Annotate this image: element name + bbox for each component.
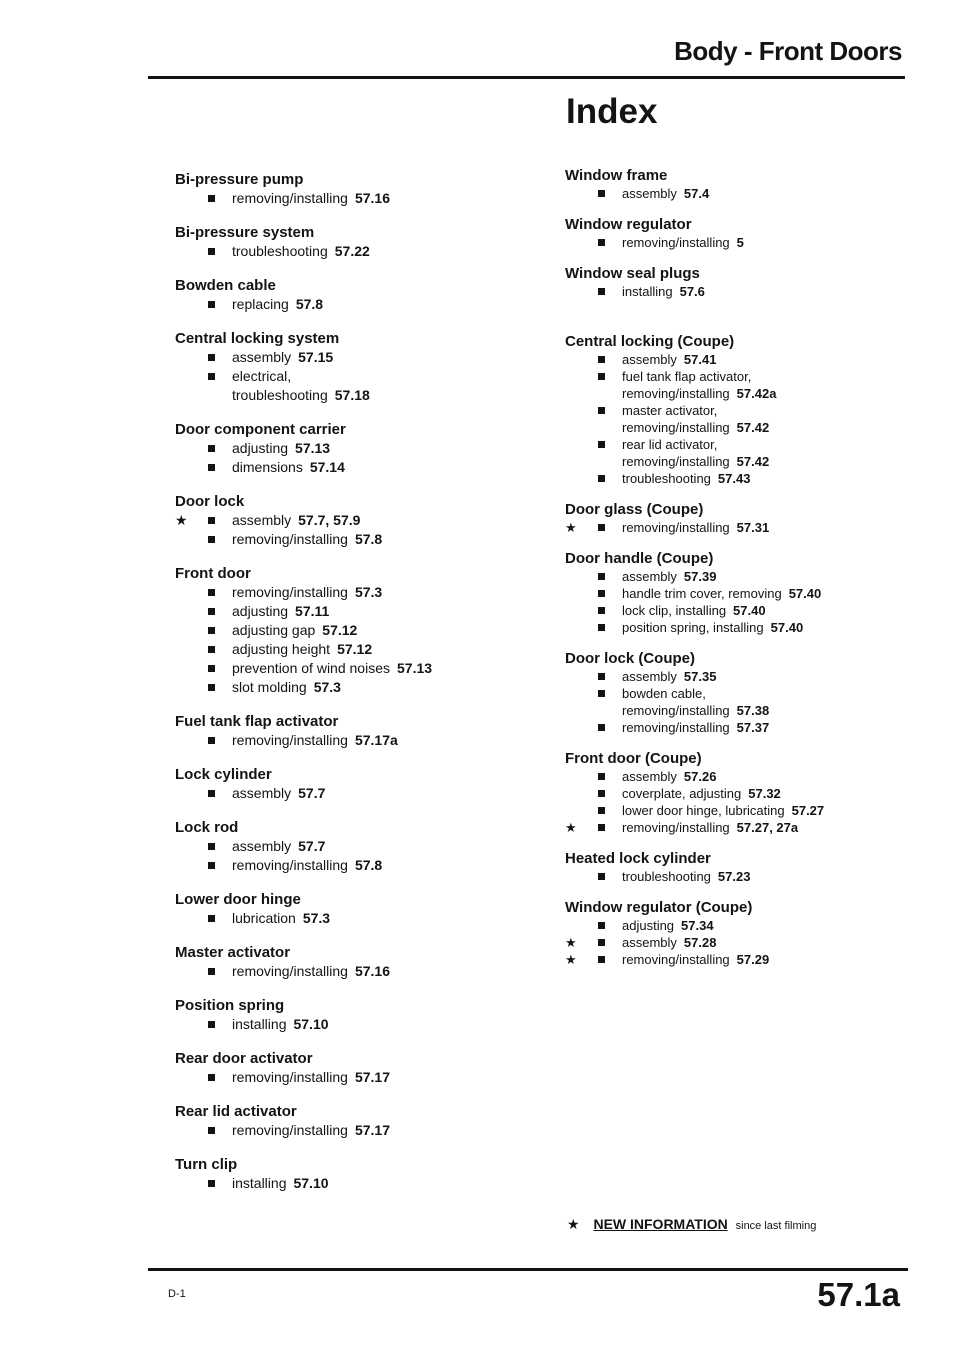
- bullet-icon: [208, 517, 215, 524]
- index-subentry: [175, 348, 535, 367]
- bullet-icon: [598, 922, 605, 929]
- page-reference: 57.8: [354, 857, 383, 873]
- page-reference: 57.28: [683, 935, 717, 950]
- index-subentry: [175, 1015, 535, 1034]
- page-reference: 57.7, 57.9: [298, 512, 361, 528]
- index-subentry: [175, 1068, 535, 1087]
- page-reference: 57.10: [293, 1016, 329, 1032]
- page-reference: 57.41: [683, 352, 717, 367]
- subentry-text: assembly: [622, 186, 677, 201]
- page-reference: 57.43: [717, 471, 751, 486]
- index-entry-title: Turn clip: [175, 1156, 238, 1173]
- bullet-icon: [208, 464, 215, 471]
- page-reference: 57.7: [298, 785, 326, 801]
- index-entry-title: Door handle (Coupe): [565, 550, 714, 567]
- page-reference: 57.23: [717, 869, 751, 884]
- bullet-icon: [598, 607, 605, 614]
- index-entry-title: Rear lid activator: [175, 1103, 297, 1120]
- index-entry-title: Lock rod: [175, 819, 239, 836]
- page-reference: 57.16: [354, 963, 390, 979]
- index-entry: [175, 818, 535, 875]
- index-subentry: [565, 351, 905, 368]
- index-subentry: [175, 458, 535, 477]
- index-entry: [175, 329, 535, 405]
- legend-new-information: NEW INFORMATION: [593, 1216, 728, 1232]
- subentry-text: electrical, troubleshooting: [232, 368, 328, 403]
- index-subentry: [565, 185, 905, 202]
- subentry-text: removing/installing: [232, 531, 348, 547]
- index-entry: [175, 765, 535, 803]
- page-reference: 57.39: [683, 569, 717, 584]
- page-reference: 57.11: [295, 603, 330, 619]
- index-subentry: [565, 436, 905, 470]
- index-entry-title: Window frame: [565, 167, 668, 184]
- page-reference: 57.3: [313, 679, 341, 695]
- subentry-text: removing/installing: [232, 1122, 348, 1138]
- page-reference: 57.4: [683, 186, 710, 201]
- new-info-star-icon: ★: [567, 1216, 580, 1232]
- subentry-text: adjusting gap: [232, 622, 316, 638]
- page-reference: 57.12: [322, 622, 358, 638]
- index-entry-title: Window seal plugs: [565, 265, 700, 282]
- index-subentry: [175, 659, 535, 678]
- index-subentry: [175, 367, 535, 405]
- legend-since-last-filming: since last filming: [735, 1220, 817, 1232]
- index-subentry: [175, 1121, 535, 1140]
- index-subentry: [175, 1174, 535, 1193]
- bullet-icon: [208, 1127, 215, 1134]
- bullet-icon: [208, 1180, 215, 1187]
- index-subentry: [565, 951, 905, 968]
- index-entry: [565, 500, 905, 536]
- index-entry-title: Bowden cable: [175, 277, 276, 294]
- subentry-text: fuel tank flap activator, removing/installing: [622, 369, 752, 401]
- subentry-text: troubleshooting: [622, 869, 711, 884]
- index-subentry: [565, 719, 905, 736]
- bullet-icon: [208, 862, 215, 869]
- index-subentry: [565, 819, 905, 836]
- page-reference: 57.32: [748, 786, 781, 801]
- subentry-text: adjusting height: [232, 641, 331, 657]
- index-subentry: [565, 585, 905, 602]
- bullet-icon: [208, 684, 215, 691]
- page-reference: 57.8: [295, 296, 324, 312]
- index-entry: [175, 1155, 535, 1193]
- index-entry-title: Front door (Coupe): [565, 750, 702, 767]
- page-reference: 57.42: [736, 420, 770, 435]
- index-subentry: [175, 678, 535, 697]
- index-entry: [175, 223, 535, 261]
- index-subentry: [175, 731, 535, 750]
- page-reference: 57.15: [298, 349, 334, 365]
- index-entry: [175, 564, 535, 697]
- bullet-icon: [208, 646, 215, 653]
- subentry-text: removing/installing: [232, 1069, 348, 1085]
- subentry-text: slot molding: [232, 679, 307, 695]
- index-subentry: [175, 511, 535, 530]
- index-entry: [175, 276, 535, 314]
- subentry-text: coverplate, adjusting: [622, 786, 742, 801]
- index-subentry: [565, 802, 905, 819]
- subentry-text: removing/installing: [622, 952, 730, 967]
- subentry-text: installing: [622, 284, 673, 299]
- index-subentry: [565, 934, 905, 951]
- subentry-text: lower door hinge, lubricating: [622, 803, 785, 818]
- index-entry-title: Window regulator (Coupe): [565, 899, 753, 916]
- index-subentry: [175, 602, 535, 621]
- subentry-text: assembly: [232, 512, 292, 528]
- page-reference: 57.13: [295, 440, 331, 456]
- bullet-icon: [598, 356, 605, 363]
- bullet-icon: [208, 790, 215, 797]
- subentry-text: removing/installing: [232, 857, 348, 873]
- index-entry: [565, 749, 905, 836]
- page-reference: 57.7: [298, 838, 326, 854]
- index-entry: [175, 1102, 535, 1140]
- index-subentry: [565, 368, 905, 402]
- bullet-icon: [208, 1074, 215, 1081]
- bullet-icon: [208, 608, 215, 615]
- bullet-icon: [208, 915, 215, 922]
- index-subentry: [175, 909, 535, 928]
- page-number: 57.1a: [817, 1276, 900, 1313]
- index-subentry: [565, 868, 905, 885]
- bullet-icon: [598, 790, 605, 797]
- bullet-icon: [598, 724, 605, 731]
- index-entry-title: Position spring: [175, 997, 285, 1014]
- bullet-icon: [208, 968, 215, 975]
- bullet-icon: [598, 475, 605, 482]
- bullet-icon: [598, 524, 605, 531]
- subentry-text: assembly: [622, 352, 677, 367]
- page-reference: 57.10: [293, 1175, 329, 1191]
- page-reference: 57.22: [334, 243, 370, 259]
- index-subentry: [175, 242, 535, 261]
- subentry-text: assembly: [232, 785, 292, 801]
- bullet-icon: [208, 1021, 215, 1028]
- subentry-text: troubleshooting: [622, 471, 711, 486]
- index-entry: [565, 166, 905, 202]
- subentry-text: assembly: [622, 935, 677, 950]
- index-entry-title: Door component carrier: [175, 421, 346, 438]
- page-reference: 57.38: [736, 703, 770, 718]
- bullet-icon: [598, 773, 605, 780]
- footer-code: D-1: [168, 1288, 186, 1300]
- index-entry-title: Rear door activator: [175, 1050, 313, 1067]
- subentry-text: rear lid activator, removing/installing: [622, 437, 730, 469]
- index-subentry: [565, 685, 905, 719]
- subentry-text: removing/installing: [622, 520, 730, 535]
- index-subentry: [175, 439, 535, 458]
- bullet-icon: [208, 445, 215, 452]
- index-subentry: [175, 837, 535, 856]
- index-subentry: [565, 668, 905, 685]
- bullet-icon: [208, 589, 215, 596]
- index-entry-title: Front door: [175, 565, 251, 582]
- index-entry: [175, 890, 535, 928]
- star-icon: ★: [565, 820, 577, 835]
- index-subentry: [565, 568, 905, 585]
- star-icon: ★: [565, 952, 577, 967]
- subentry-text: troubleshooting: [232, 243, 328, 259]
- page-reference: 57.3: [302, 910, 331, 926]
- bullet-icon: [598, 807, 605, 814]
- index-entry: [175, 420, 535, 477]
- index-entry-title: Bi-pressure pump: [175, 171, 304, 188]
- page-reference: 57.26: [683, 769, 717, 784]
- bullet-icon: [208, 248, 215, 255]
- index-subentry: [175, 640, 535, 659]
- bullet-icon: [598, 824, 605, 831]
- index-subentry: [565, 602, 905, 619]
- bullet-icon: [598, 573, 605, 580]
- subentry-text: adjusting: [622, 918, 675, 933]
- index-entry: [175, 943, 535, 981]
- index-entry: [565, 849, 905, 885]
- page-reference: 57.17: [354, 1069, 390, 1085]
- bullet-icon: [598, 873, 605, 880]
- subentry-text: removing/installing: [622, 720, 730, 735]
- index-entry: [175, 1049, 535, 1087]
- bottom-rule: [148, 1268, 908, 1271]
- index-entry: [565, 264, 905, 300]
- subentry-text: removing/installing: [622, 235, 730, 250]
- subentry-text: bowden cable, removing/installing: [622, 686, 730, 718]
- subentry-text: handle trim cover, removing: [622, 586, 782, 601]
- page-reference: 57.29: [736, 952, 770, 967]
- index-entry-title: Lock cylinder: [175, 766, 272, 783]
- bullet-icon: [208, 195, 215, 202]
- subentry-text: master activator, removing/installing: [622, 403, 730, 435]
- subentry-text: removing/installing: [622, 820, 730, 835]
- subentry-text: replacing: [232, 296, 289, 312]
- index-entry-title: Lower door hinge: [175, 891, 301, 908]
- index-entry-title: Central locking system: [175, 330, 340, 347]
- subentry-text: assembly: [232, 349, 292, 365]
- page-reference: 57.37: [736, 720, 770, 735]
- index-entry-title: Door lock (Coupe): [565, 650, 695, 667]
- page-reference: 57.17: [354, 1122, 390, 1138]
- bullet-icon: [598, 190, 605, 197]
- index-subentry: [565, 917, 905, 934]
- page-reference: 57.18: [334, 387, 370, 403]
- subentry-text: installing: [232, 1175, 287, 1191]
- bullet-icon: [598, 956, 605, 963]
- index-subentry: [565, 785, 905, 802]
- page-reference: 57.6: [679, 284, 705, 299]
- index-subentry: [175, 189, 535, 208]
- index-subentry: [175, 784, 535, 803]
- bullet-icon: [598, 373, 605, 380]
- subentry-text: assembly: [232, 838, 292, 854]
- page-reference: 57.40: [733, 603, 766, 618]
- index-subentry: [565, 768, 905, 785]
- page-reference: 57.31: [736, 520, 770, 535]
- index-subentry: [565, 234, 905, 251]
- page-reference: 57.13: [397, 660, 433, 676]
- index-entry: [565, 332, 905, 487]
- bullet-icon: [598, 407, 605, 414]
- index-heading: Index: [566, 92, 658, 131]
- index-subentry: [565, 619, 905, 636]
- subentry-text: installing: [232, 1016, 287, 1032]
- index-subentry: [175, 962, 535, 981]
- index-entry: [565, 649, 905, 736]
- subentry-text: prevention of wind noises: [232, 660, 390, 676]
- bullet-icon: [208, 301, 215, 308]
- index-subentry: [175, 856, 535, 875]
- bullet-icon: [208, 665, 215, 672]
- index-entry: [565, 215, 905, 251]
- index-entry: [175, 170, 535, 208]
- page-reference: 57.17a: [354, 732, 398, 748]
- page-reference: 57.8: [354, 531, 383, 547]
- index-entry-title: Door glass (Coupe): [565, 501, 704, 518]
- subentry-text: adjusting: [232, 603, 289, 619]
- subentry-text: removing/installing: [232, 190, 348, 206]
- bullet-icon: [598, 288, 605, 295]
- star-icon: ★: [565, 935, 577, 950]
- index-entry-title: Heated lock cylinder: [565, 850, 711, 867]
- page-reference: 57.35: [683, 669, 717, 684]
- index-entry: [565, 549, 905, 636]
- index-column-left: [175, 170, 535, 1208]
- subentry-text: removing/installing: [232, 963, 348, 979]
- index-subentry: [565, 402, 905, 436]
- index-entry: [175, 492, 535, 549]
- bullet-icon: [208, 627, 215, 634]
- legend: [567, 1216, 816, 1233]
- page-reference: 57.14: [309, 459, 345, 475]
- bullet-icon: [598, 590, 605, 597]
- index-subentry: [175, 621, 535, 640]
- index-column-right: [565, 166, 905, 981]
- index-subentry: [175, 530, 535, 549]
- subentry-text: assembly: [622, 569, 677, 584]
- subentry-text: assembly: [622, 669, 677, 684]
- bullet-icon: [208, 843, 215, 850]
- subentry-text: removing/installing: [232, 584, 348, 600]
- index-subentry: [175, 583, 535, 602]
- index-entry-title: Master activator: [175, 944, 291, 961]
- bullet-icon: [208, 373, 215, 380]
- subentry-text: adjusting: [232, 440, 289, 456]
- page-reference: 57.40: [788, 586, 822, 601]
- subentry-text: lock clip, installing: [622, 603, 727, 618]
- star-icon: ★: [565, 520, 577, 535]
- bullet-icon: [208, 536, 215, 543]
- star-icon: ★: [175, 512, 188, 528]
- index-subentry: [565, 283, 905, 300]
- subentry-text: assembly: [622, 769, 677, 784]
- page-reference: 5: [736, 235, 744, 250]
- index-subentry: [565, 470, 905, 487]
- index-subentry: [565, 519, 905, 536]
- subentry-text: dimensions: [232, 459, 303, 475]
- index-entry: [565, 898, 905, 968]
- index-entry: [175, 996, 535, 1034]
- page-reference: 57.12: [337, 641, 373, 657]
- page-reference: 57.3: [354, 584, 383, 600]
- bullet-icon: [598, 673, 605, 680]
- top-rule: [148, 76, 905, 79]
- index-entry-title: Central locking (Coupe): [565, 333, 735, 350]
- page-reference: 57.27, 27a: [736, 820, 799, 835]
- page-reference: 57.40: [770, 620, 804, 635]
- page-reference: 57.42: [736, 454, 770, 469]
- bullet-icon: [598, 690, 605, 697]
- page-reference: 57.34: [681, 918, 714, 933]
- bullet-icon: [598, 441, 605, 448]
- subentry-text: lubrication: [232, 910, 296, 926]
- bullet-icon: [598, 624, 605, 631]
- subentry-text: removing/installing: [232, 732, 348, 748]
- page-reference: 57.42a: [736, 386, 777, 401]
- index-entry-title: Bi-pressure system: [175, 224, 315, 241]
- index-entry: [175, 712, 535, 750]
- index-subentry: [175, 295, 535, 314]
- subentry-text: position spring, installing: [622, 620, 764, 635]
- page-reference: 57.16: [354, 190, 390, 206]
- index-entry-title: Door lock: [175, 493, 245, 510]
- bullet-icon: [208, 354, 215, 361]
- section-title: Body - Front Doors: [674, 36, 902, 66]
- bullet-icon: [598, 939, 605, 946]
- bullet-icon: [598, 239, 605, 246]
- page-reference: 57.27: [791, 803, 825, 818]
- index-entry-title: Fuel tank flap activator: [175, 713, 339, 730]
- index-entry-title: Window regulator: [565, 216, 692, 233]
- bullet-icon: [208, 737, 215, 744]
